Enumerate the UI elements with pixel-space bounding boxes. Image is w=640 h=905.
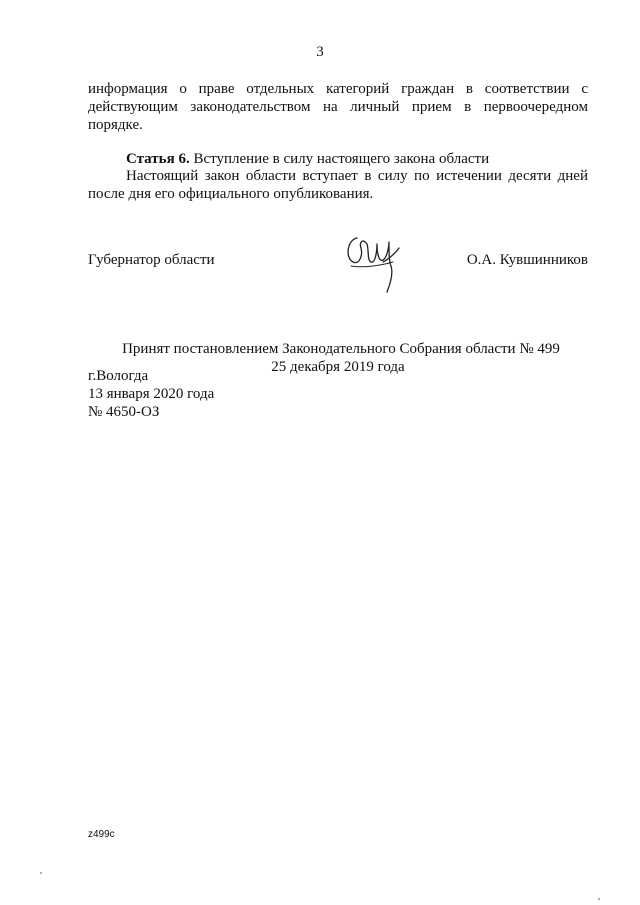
place-and-date [88,367,214,421]
law-date: 13 января 2020 года [88,386,215,402]
handwritten-signature [343,232,401,296]
governor-title: Губернатор области [88,252,215,268]
city: г.Вологда [88,368,149,384]
scan-speck [598,898,600,900]
signature-row [88,250,588,310]
scan-speck [40,872,42,874]
adoption-line-2: 25 декабря 2019 года [271,359,405,375]
law-number: № 4650-ОЗ [88,404,160,420]
governor-name: О.А. Кувшинников [466,252,588,268]
intro-paragraph: информация о праве отдельных категорий граждан в соответствии с действующим законодательством на личный прием в первоочередном порядке. [88,81,588,133]
page-number: 3 [316,44,324,60]
article-label: Статья 6. [126,151,190,167]
article-heading [88,150,588,168]
article-title: Вступление в силу настоящего закона области [193,151,490,167]
adoption-line-1: Принят постановлением Законодательного Собрания области № 499 [122,341,560,357]
article-body: Настоящий закон области вступает в силу по истечении десяти дней после дня его официального опубликования. [88,168,588,202]
document-code: z499c [88,829,115,840]
